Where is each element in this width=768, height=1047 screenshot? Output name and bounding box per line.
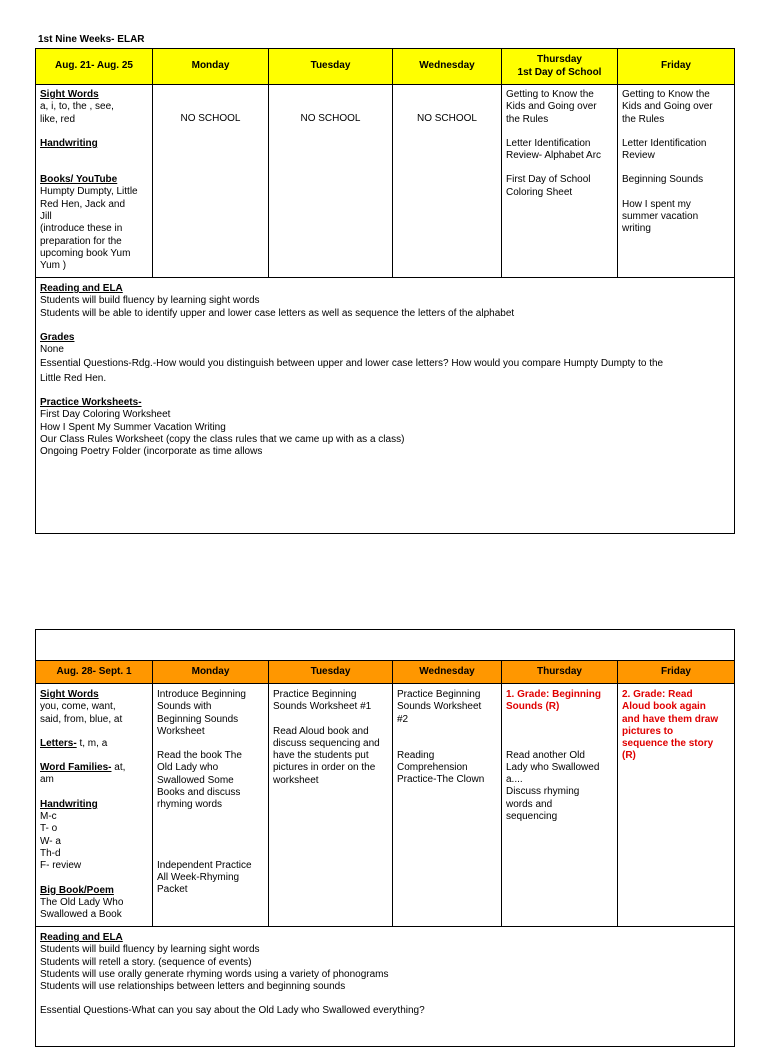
week1-wednesday-header: Wednesday (393, 49, 502, 85)
friday-line: Kids and Going over (622, 101, 713, 113)
friday-grade-line: pictures to (622, 725, 674, 737)
friday-grade-line: (R) (622, 750, 636, 762)
friday-line: Getting to Know the (622, 89, 710, 100)
handwriting-line: M-c (40, 811, 57, 823)
thursday-line: Coloring Sheet (506, 186, 573, 198)
books-line: Jill (40, 211, 52, 223)
objective-line: Students will be able to identify upper and lower case letters as well as sequence the letters of the alphabet (40, 307, 515, 319)
practice-line: First Day Coloring Worksheet (40, 409, 171, 421)
books-line: upcoming book Yum (40, 247, 131, 259)
thursday-line: Kids and Going over (506, 101, 597, 113)
tuesday-line: worksheet (273, 774, 319, 786)
no-school-text: NO SCHOOL (180, 113, 241, 124)
monday-line: All Week-Rhyming (157, 871, 240, 883)
thursday-line: First Day of School (506, 174, 591, 186)
reading-ela-label: Reading and ELA (40, 932, 123, 943)
monday-line: Packet (157, 884, 188, 896)
week2-monday-header: Monday (153, 661, 269, 684)
thursday-line: Letter Identification (506, 137, 591, 149)
wednesday-line: Reading (397, 749, 435, 761)
tuesday-line: Read Aloud book and (273, 725, 369, 737)
handwriting-line: Th-d (40, 847, 61, 859)
week1-tuesday-cell (269, 85, 393, 278)
week2-blank-row (36, 630, 735, 661)
handwriting-label: Handwriting (40, 798, 98, 810)
no-school-text: NO SCHOOL (300, 113, 361, 124)
monday-line: rhyming words (157, 799, 223, 811)
thursday-line: Lady who Swallowed (506, 761, 600, 773)
letters-value: t, m, a (76, 737, 108, 749)
big-book-line: The Old Lady Who (40, 896, 124, 908)
friday-line: Beginning Sounds (622, 174, 704, 186)
thursday-line: Getting to Know the (506, 89, 594, 100)
sight-words-line: said, from, blue, at (40, 713, 123, 725)
monday-line: Worksheet (157, 725, 205, 737)
week2-wednesday-header: Wednesday (393, 661, 502, 684)
practice-line: Ongoing Poetry Folder (incorporate as time allows (40, 446, 263, 458)
monday-line: Introduce Beginning (157, 689, 246, 700)
objective-line: Students will use relationships between letters and beginning sounds (40, 981, 346, 993)
week1-tuesday-header: Tuesday (269, 49, 393, 85)
thursday-line: sequencing (506, 811, 558, 823)
sight-words-label: Sight Words (40, 89, 99, 100)
essential-question-line: Essential Questions-What can you say about the Old Lady who Swallowed everything? (40, 1005, 425, 1017)
week2-focus-cell (36, 684, 153, 927)
first-day-label: 1st Day of School (517, 66, 602, 78)
objective-line: Students will build fluency by learning sight words (40, 944, 260, 956)
monday-line: Swallowed Some (157, 774, 234, 786)
thursday-line: words and (506, 798, 553, 810)
friday-grade-line: and have them draw (622, 713, 719, 725)
monday-line: Independent Practice (157, 859, 252, 871)
no-school-text: NO SCHOOL (416, 113, 477, 124)
books-line: Humpty Dumpty, Little (40, 186, 138, 198)
tuesday-line: discuss sequencing and (273, 737, 380, 749)
word-families-value: at, (111, 762, 126, 774)
week1-table (35, 48, 735, 534)
objective-line: Students will retell a story. (sequence of events) (40, 956, 252, 968)
thursday-grade-line: 1. Grade: Beginning (506, 689, 602, 700)
wednesday-line: Sounds Worksheet (397, 701, 482, 713)
handwriting-line: T- o (40, 823, 58, 835)
week2-thursday-cell (502, 684, 618, 927)
word-families-label: Word Families- (40, 762, 112, 774)
week1-friday-header: Friday (618, 49, 735, 85)
sight-words-line: you, come, want, (40, 701, 116, 713)
tuesday-line: have the students put (273, 750, 369, 762)
handwriting-line: W- a (40, 835, 61, 847)
friday-grade-line: sequence the story (622, 738, 714, 750)
week1-friday-cell (618, 85, 735, 278)
word-families-line (40, 762, 148, 774)
friday-line: Review (622, 150, 655, 162)
sight-words-label: Sight Words (40, 689, 99, 700)
thursday-line: Read another Old (506, 749, 585, 761)
word-families-cont: am (40, 774, 54, 786)
objective-line: Students will build fluency by learning sight words (40, 295, 260, 307)
books-line: preparation for the (40, 235, 122, 247)
thursday-label: Thursday (536, 54, 582, 66)
wednesday-line: Comprehension (397, 762, 468, 774)
monday-line: Books and discuss (157, 787, 241, 799)
tuesday-line: Practice Beginning (273, 689, 357, 700)
wednesday-line: #2 (397, 713, 409, 725)
friday-line: Letter Identification (622, 137, 707, 149)
monday-line: Old Lady who (157, 762, 219, 774)
books-line: (introduce these in (40, 223, 123, 235)
letters-label: Letters- (40, 737, 77, 749)
books-line: Red Hen, Jack and (40, 198, 126, 210)
reading-ela-label: Reading and ELA (40, 283, 123, 294)
friday-line: the Rules (622, 113, 665, 125)
monday-line: Sounds with (157, 701, 212, 713)
friday-line: How I spent my (622, 198, 691, 210)
week2-monday-cell (153, 684, 269, 927)
wednesday-line: Practice Beginning (397, 689, 481, 700)
tuesday-line: Sounds Worksheet #1 (273, 701, 372, 713)
essential-question-line: Essential Questions-Rdg.-How would you distinguish between upper and lower case letters? How would you compare Humpty Dumpty to the (40, 358, 664, 370)
week2-friday-header: Friday (618, 661, 735, 684)
wednesday-line: Practice-The Clown (397, 774, 485, 786)
week2-wednesday-cell (393, 684, 502, 927)
practice-line: Our Class Rules Worksheet (copy the class rules that we came up with as a class) (40, 433, 405, 445)
big-book-line: Swallowed a Book (40, 909, 122, 921)
essential-question-line: Little Red Hen. (40, 372, 107, 384)
week2-thursday-header: Thursday (502, 661, 618, 684)
friday-line: writing (622, 223, 651, 235)
sight-words-line: a, i, to, the , see, (40, 101, 114, 113)
tuesday-line: pictures in order on the (273, 762, 376, 774)
week1-focus-cell (36, 85, 153, 278)
week2-tuesday-header: Tuesday (269, 661, 393, 684)
thursday-line: Discuss rhyming (506, 786, 580, 798)
books-line: Yum ) (40, 260, 67, 272)
week2-range-header: Aug. 28- Sept. 1 (36, 661, 153, 684)
handwriting-label: Handwriting (40, 137, 98, 149)
week1-monday-header: Monday (153, 49, 269, 85)
books-label: Books/ YouTube (40, 174, 118, 186)
week2-reading-cell (36, 927, 735, 1047)
grades-line: None (40, 344, 64, 356)
grades-label: Grades (40, 331, 75, 343)
week2-friday-cell (618, 684, 735, 927)
week1-thursday-cell (502, 85, 618, 278)
week1-wednesday-cell (393, 85, 502, 278)
week1-monday-cell (153, 85, 269, 278)
practice-worksheets-label: Practice Worksheets- (40, 397, 142, 409)
handwriting-line: F- review (40, 860, 82, 872)
letters-line (40, 738, 148, 750)
week1-thursday-header (502, 49, 618, 85)
friday-line: summer vacation (622, 211, 699, 223)
monday-line: Beginning Sounds (157, 713, 239, 725)
sight-words-line: like, red (40, 113, 76, 125)
objective-line: Students will use orally generate rhyming words using a variety of phonograms (40, 968, 389, 980)
practice-line: How I Spent My Summer Vacation Writing (40, 421, 226, 433)
friday-grade-line: 2. Grade: Read (622, 689, 693, 700)
thursday-line: Review- Alphabet Arc (506, 150, 602, 162)
monday-line: Read the book The (157, 750, 242, 762)
friday-grade-line: Aloud book again (622, 701, 706, 713)
big-book-label: Big Book/Poem (40, 884, 114, 896)
week1-range-header: Aug. 21- Aug. 25 (36, 49, 153, 85)
week1-reading-cell (36, 278, 735, 534)
thursday-grade-line: Sounds (R) (506, 701, 560, 713)
thursday-line: a.... (506, 774, 523, 786)
week2-table (35, 629, 735, 1047)
week2-tuesday-cell (269, 684, 393, 927)
thursday-line: the Rules (506, 113, 549, 125)
page-title: 1st Nine Weeks- ELAR (38, 34, 145, 45)
